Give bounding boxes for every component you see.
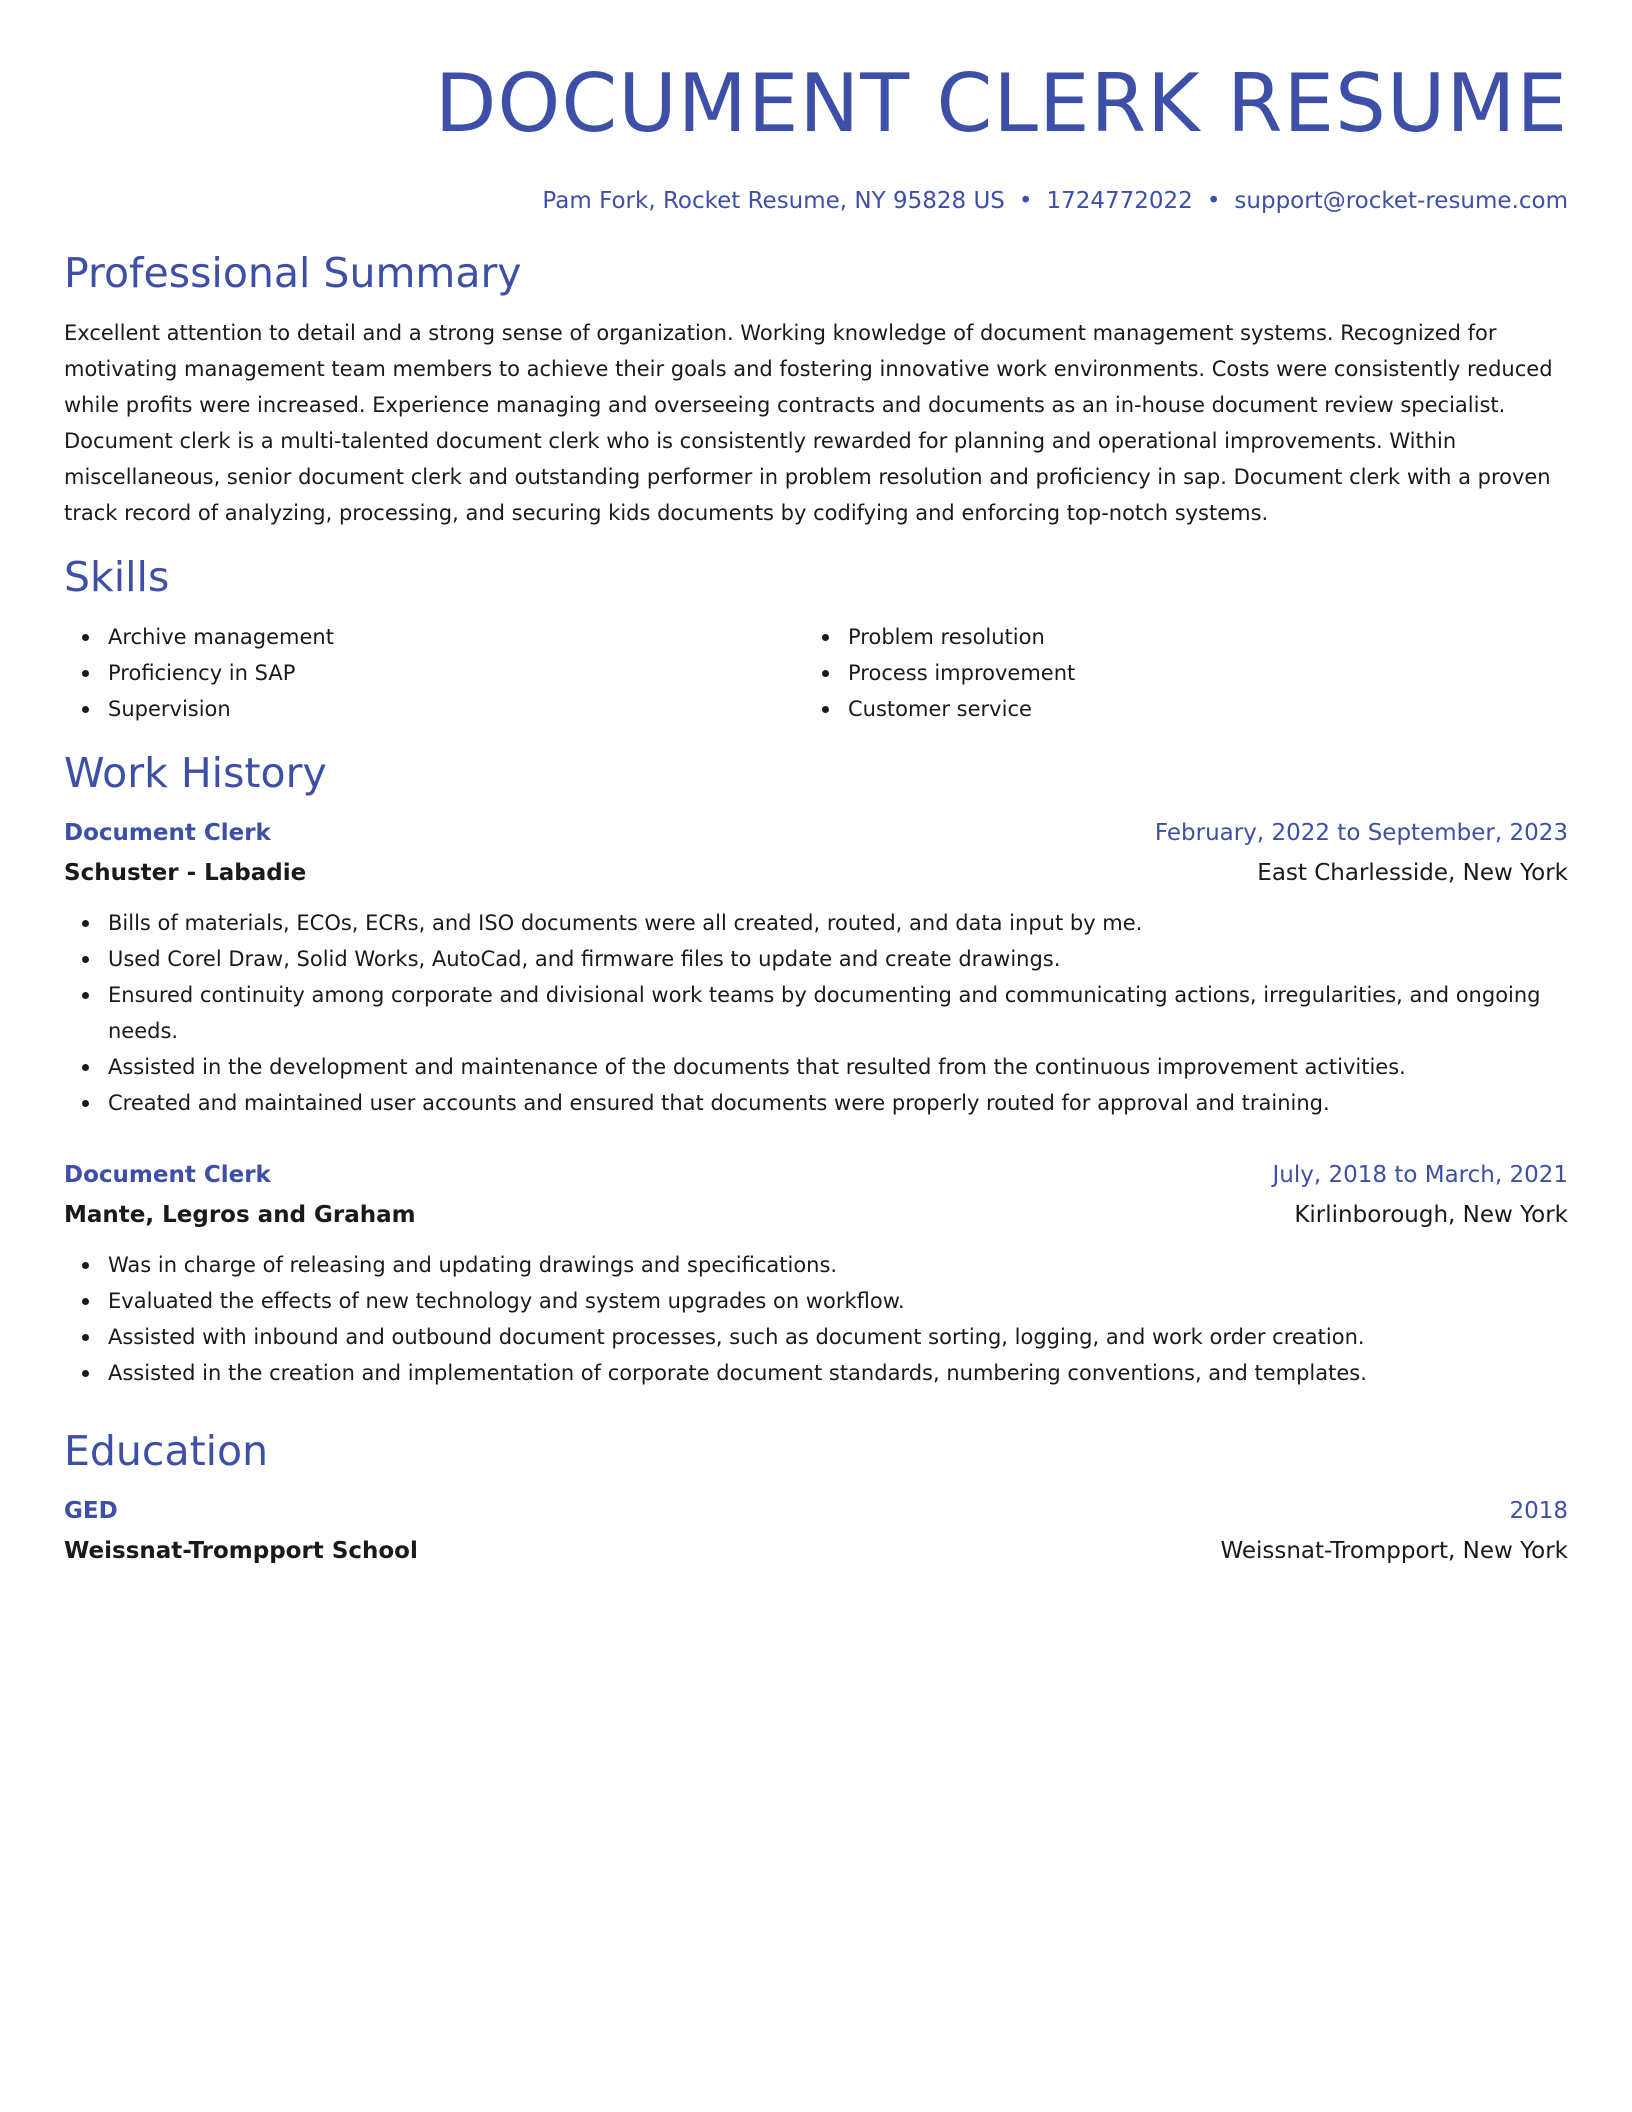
job-duty: Created and maintained user accounts and ensured that documents were properly routed for approval and training. [108, 1085, 1568, 1121]
skill-item: Problem resolution [848, 619, 1568, 655]
contact-phone: 1724772022 [1046, 188, 1193, 214]
education-degree: GED [64, 1498, 118, 1524]
education-degree-row [64, 1491, 1568, 1531]
work-history-section [64, 747, 1568, 1391]
job-company-row [64, 853, 1568, 893]
summary-heading: Professional Summary [64, 249, 522, 297]
summary-text: Excellent attention to detail and a strong sense of organization. Working knowledge of document management systems. Recognized for motivating management team members to achieve their goals and fostering innovative work environments. Costs were consistently reduced while profits were increased. Experience managing and overseeing contracts and documents as an in-house document review specialist. Document clerk is a multi-talented document clerk who is consistently rewarded for planning and operational improvements. Within miscellaneous, senior document clerk and outstanding performer in problem resolution and proficiency in sap. Document clerk with a proven track record of analyzing, processing, and securing kids documents by codifying and enforcing top-notch systems. [64, 321, 1553, 525]
work-history-heading: Work History [64, 749, 327, 797]
education-year: 2018 [1509, 1498, 1568, 1524]
job-duty: Evaluated the effects of new technology and system upgrades on workflow. [108, 1283, 1568, 1319]
skill-item: Archive management [108, 619, 804, 655]
job-entry [64, 813, 1568, 1121]
education-entry [64, 1491, 1568, 1571]
job-duty: Assisted in the creation and implementation of corporate document standards, numbering conventions, and templates. [108, 1355, 1568, 1391]
contact-email[interactable]: support@rocket-resume.com [1234, 188, 1568, 214]
job-duty: Assisted in the development and maintenance of the documents that resulted from the continuous improvement activities. [108, 1049, 1568, 1085]
job-company: Mante, Legros and Graham [64, 1202, 416, 1228]
skills-section [64, 551, 1568, 727]
contact-line [64, 186, 1568, 216]
job-duties-list [64, 1247, 1568, 1391]
skill-item: Proficiency in SAP [108, 655, 804, 691]
job-entry [64, 1155, 1568, 1391]
skills-heading: Skills [64, 553, 170, 601]
contact-address: Pam Fork, Rocket Resume, NY 95828 US [542, 188, 1005, 214]
job-duties-list [64, 905, 1568, 1121]
skills-list-right [804, 619, 1568, 727]
education-section [64, 1425, 1568, 1571]
job-company: Schuster - Labadie [64, 860, 307, 886]
resume-header [64, 56, 1568, 216]
job-duty: Was in charge of releasing and updating drawings and specifications. [108, 1247, 1568, 1283]
job-title-row [64, 1155, 1568, 1195]
job-duty: Used Corel Draw, Solid Works, AutoCad, and firmware files to update and create drawings. [108, 941, 1568, 977]
summary-section [64, 247, 1568, 531]
job-location: East Charlesside, New York [1257, 860, 1568, 886]
education-heading: Education [64, 1427, 269, 1475]
job-title-row [64, 813, 1568, 853]
job-duty: Ensured continuity among corporate and divisional work teams by documenting and communicating actions, irregularities, and ongoing needs. [108, 977, 1568, 1049]
resume-title: DOCUMENT CLERK RESUME [434, 57, 1568, 150]
contact-separator: • [1206, 188, 1221, 214]
job-duty: Bills of materials, ECOs, ECRs, and ISO documents were all created, routed, and data input by me. [108, 905, 1568, 941]
education-school: Weissnat-Trompport School [64, 1538, 418, 1564]
job-title: Document Clerk [64, 820, 271, 846]
skill-item: Supervision [108, 691, 804, 727]
job-company-row [64, 1195, 1568, 1235]
education-location: Weissnat-Trompport, New York [1220, 1538, 1568, 1564]
contact-separator: • [1018, 188, 1033, 214]
skill-item: Customer service [848, 691, 1568, 727]
education-school-row [64, 1531, 1568, 1571]
job-dates: February, 2022 to September, 2023 [1154, 820, 1568, 846]
job-location: Kirlinborough, New York [1294, 1202, 1568, 1228]
job-dates: July, 2018 to March, 2021 [1272, 1162, 1568, 1188]
job-duty: Assisted with inbound and outbound document processes, such as document sorting, logging, and work order creation. [108, 1319, 1568, 1355]
skills-grid [64, 619, 1568, 727]
skills-list-left [64, 619, 804, 727]
skill-item: Process improvement [848, 655, 1568, 691]
job-title: Document Clerk [64, 1162, 271, 1188]
